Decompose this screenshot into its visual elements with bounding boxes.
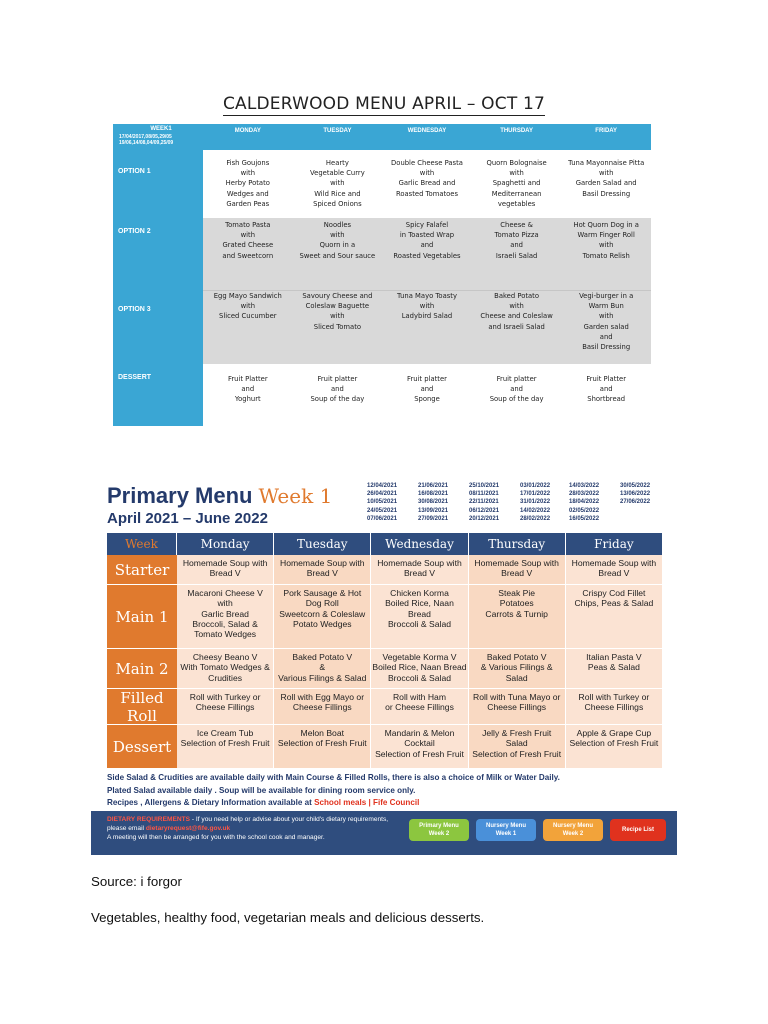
date-column: 30/05/2022 13/06/2022 27/06/2022 (620, 483, 651, 506)
menu-cell: Melon Boat Selection of Fresh Fruit (274, 725, 371, 769)
primary-menu-week-2-button[interactable]: Primary Menu Week 2 (409, 819, 469, 841)
menu-cell: Chicken Korma Boiled Rice, Naan Bread Broccoli & Salad (371, 585, 468, 649)
day-header-monday: Monday (177, 533, 274, 555)
nursery-menu-week-2-button[interactable]: Nursery Menu Week 2 (543, 819, 603, 841)
menu-cell: Roll with Egg Mayo or Cheese Fillings (274, 689, 371, 725)
primary-menu-poster (91, 463, 677, 857)
menu-cell: Pork Sausage & Hot Dog Roll Sweetcorn & Coleslaw Potato Wedges (274, 585, 371, 649)
menu-cell: Cheese & Tomato Pizza and Israeli Salad (494, 221, 539, 260)
row-label-starter: Starter (107, 555, 177, 585)
week-label: Week 1 (258, 484, 333, 508)
menu-cell: Vegetable Korma V Boiled Rice, Naan Bread Broccoli & Salad (371, 649, 468, 689)
menu-cell: Roll with Ham or Cheese Fillings (371, 689, 468, 725)
menu-cell: Homemade Soup with Bread V (371, 555, 468, 585)
menu-notes (107, 772, 667, 810)
menu-cell: Homemade Soup with Bread V (566, 555, 663, 585)
source-text: Source: i forgor (91, 874, 182, 889)
note-recipes: Recipes , Allergens & Dietary Information available at School meals | Fife Council (107, 798, 420, 807)
menu-cell: Hot Quorn Dog in a Warm Finger Roll with Tomato Relish (573, 221, 639, 260)
menu-cell: Savoury Cheese and Coleslaw Baguette with Sliced Tomato (302, 292, 373, 331)
row-label: DESSERT (118, 374, 152, 381)
menu-cell: Fruit platter and Soup of the day (489, 375, 544, 404)
menu-cell: Crispy Cod Fillet Chips, Peas & Salad (566, 585, 663, 649)
row-label-main-1: Main 1 (107, 585, 177, 649)
dietary-footer (91, 811, 677, 855)
menu-cell: Homemade Soup with Bread V (274, 555, 371, 585)
menu-cell: Apple & Grape Cup Selection of Fresh Fruit (566, 725, 663, 769)
option-3-row (203, 290, 651, 364)
day-header-wednesday: Wednesday (371, 533, 468, 555)
body-text: Vegetables, healthy food, vegetarian meals and delicious desserts. (91, 910, 485, 925)
menu-cell: Baked Potato V & Various Filings & Salad (469, 649, 566, 689)
menu-cell: Fruit platter and Sponge (407, 375, 447, 404)
menu-cell: Steak Pie Potatoes Carrots & Turnip (469, 585, 566, 649)
menu-cell: Double Cheese Pasta with Garlic Bread and Roasted Tomatoes (391, 159, 463, 198)
date-column: 03/01/2022 17/01/2022 31/01/2022 14/02/2022 28/02/2022 (520, 483, 551, 522)
calderwood-menu-table (113, 124, 651, 426)
menu-cell: Tuna Mayo Toasty with Ladybird Salad (396, 292, 457, 321)
recipe-list-button[interactable]: Recipe List (610, 819, 666, 841)
menu-cell: Baked Potato V & Various Filings & Salad (274, 649, 371, 689)
date-range: April 2021 – June 2022 (107, 510, 268, 527)
row-label-main-2: Main 2 (107, 649, 177, 689)
calderwood-title: CALDERWOOD MENU APRIL – OCT 17 (222, 94, 546, 114)
menu-cell: Hearty Vegetable Curry with Wild Rice and Spiced Onions (310, 159, 365, 208)
primary-menu-table (107, 533, 663, 769)
dietary-requirements-text: DIETARY REQUIREMENTS - If you need help or advise about your child's dietary requirements, please email dietaryrequest@fife.gov.uk A meeting will then be arranged for you with the school cook and manager. (107, 816, 389, 841)
menu-cell: Roll with Turkey or Cheese Fillings (566, 689, 663, 725)
menu-cell: Baked Potato with Cheese and Coleslaw and Israeli Salad (480, 292, 553, 331)
menu-cell: Egg Mayo Sandwich with Sliced Cucumber (213, 292, 282, 321)
menu-cell: Italian Pasta V Peas & Salad (566, 649, 663, 689)
row-label: OPTION 3 (118, 306, 151, 313)
day-header-thursday: Thursday (469, 533, 566, 555)
day-header-wednesday: WEDNESDAY (382, 124, 472, 150)
day-header-monday: MONDAY (203, 124, 293, 150)
menu-cell: Quorn Bolognaise with Spaghetti and Mediterranean vegetables (486, 159, 547, 208)
day-header-friday: FRIDAY (561, 124, 651, 150)
option-2-row (203, 218, 651, 290)
day-header-tuesday: Tuesday (274, 533, 371, 555)
menu-cell: Fruit platter and Soup of the day (310, 375, 365, 404)
note-plated-salad: Plated Salad available daily . Soup will be available for dining room service only. (107, 785, 416, 795)
week-corner: Week (107, 533, 177, 555)
row-label-filled-roll: Filled Roll (107, 689, 177, 725)
menu-cell: Cheesy Beano V With Tomato Wedges & Crudities (177, 649, 274, 689)
day-header-tuesday: TUESDAY (293, 124, 383, 150)
menu-cell: Fruit Platter and Yoghurt (227, 375, 268, 404)
menu-cell: Roll with Turkey or Cheese Fillings (177, 689, 274, 725)
nursery-menu-week-1-button[interactable]: Nursery Menu Week 1 (476, 819, 536, 841)
dessert-row (203, 364, 651, 426)
date-column: 21/06/2021 16/08/2021 30/08/2021 13/09/2021 27/09/2021 (418, 483, 449, 522)
option-labels (113, 150, 203, 426)
menu-cell: Mandarin & Melon Cocktail Selection of Fresh Fruit (371, 725, 468, 769)
day-header-friday: Friday (566, 533, 663, 555)
menu-cell: Fruit Platter and Shortbread (586, 375, 627, 404)
week-header: WEEK1 17/04/2017,08/05,29/05 19/06,14/08,04/09,25/09 (113, 124, 203, 150)
menu-cell: Tomato Pasta with Grated Cheese and Sweetcorn (222, 221, 274, 260)
row-label-dessert: Dessert (107, 725, 177, 769)
date-column: 25/10/2021 08/11/2021 22/11/2021 06/12/2021 20/12/2021 (469, 483, 500, 522)
menu-cell: Noodles with Quorn in a Sweet and Sour sauce (299, 221, 376, 260)
date-column: 14/03/2022 28/03/2022 18/04/2022 02/05/2022 16/05/2022 (569, 483, 600, 522)
dietary-email-link[interactable]: dietaryrequest@fife.gov.uk (145, 825, 231, 832)
menu-cell: Fish Goujons with Herby Potato Wedges and Garden Peas (225, 159, 270, 208)
menu-cell: Macaroni Cheese V with Garlic Bread Broccoli, Salad & Tomato Wedges (177, 585, 274, 649)
menu-cell: Spicy Falafel in Toasted Wrap and Roasted Vegetables (393, 221, 461, 260)
menu-cell: Jelly & Fresh Fruit Salad Selection of Fresh Fruit (469, 725, 566, 769)
day-header-thursday: THURSDAY (472, 124, 562, 150)
menu-cell: Homemade Soup with Bread V (469, 555, 566, 585)
note-side-salad: Side Salad & Crudities are available daily with Main Course & Filled Rolls, there is also a choice of Milk or Water Daily. (107, 773, 560, 782)
menu-cell: Tuna Mayonnaise Pitta with Garden Salad and Basil Dressing (568, 159, 645, 198)
date-column: 12/04/2021 26/04/2021 10/05/2021 24/05/2021 07/06/2021 (367, 483, 398, 522)
menu-cell: Roll with Tuna Mayo or Cheese Fillings (469, 689, 566, 725)
option-1-row (203, 150, 651, 218)
school-meals-link[interactable]: School meals | Fife Council (314, 798, 420, 807)
menu-cell: Homemade Soup with Bread V (177, 555, 274, 585)
menu-cell: Vegi-burger in a Warm Bun with Garden salad and Basil Dressing (579, 292, 634, 352)
row-label: OPTION 2 (118, 228, 151, 235)
menu-cell: Ice Cream Tub Selection of Fresh Fruit (177, 725, 274, 769)
row-label: OPTION 1 (118, 168, 151, 175)
primary-menu-title: Primary Menu Week 1 (107, 483, 333, 508)
